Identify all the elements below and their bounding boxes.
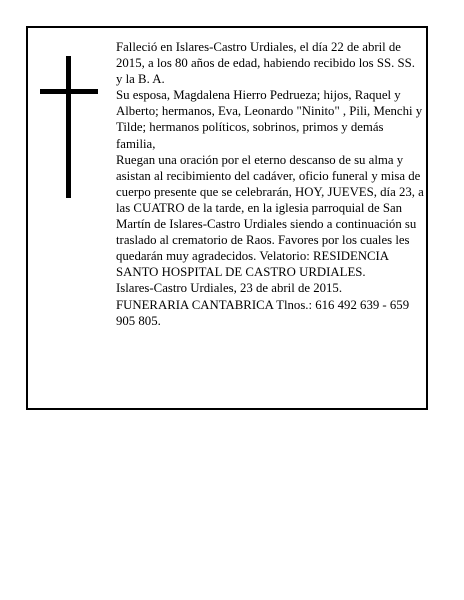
- cross-icon: [40, 56, 98, 198]
- funeral-home-contact: FUNERARIA CANTABRICA Tlnos.: 616 492 639 - 659 905 805.: [116, 297, 410, 328]
- obituary-notice: [26, 26, 428, 410]
- funeral-details: Ruegan una oración por el eterno descanso de su alma y asistan al recibimiento del cadáver, oficio funeral y misa de cuerpo presente que se celebrarán, HOY, JUEVES, día 23, a las CUATRO de la tarde, en la iglesia parroquial de San Martín de Islares-Castro Urdiales siendo a continuación su traslado al crematorio de Raos. Favores por los cuales les quedarán muy agradecidos. Velatorio: RESIDENCIA SANTO HOSPITAL DE CASTRO URDIALES.: [116, 152, 424, 280]
- death-announcement: Falleció en Islares-Castro Urdiales, el día 22 de abril de 2015, a los 80 años de edad, habiendo recibido los SS. SS. y la B. A.: [116, 40, 415, 87]
- place-and-date: Islares-Castro Urdiales, 23 de abril de 2015.: [116, 281, 343, 296]
- notice-text: [116, 39, 424, 329]
- cross-horizontal-bar: [40, 89, 98, 94]
- family-list: Su esposa, Magdalena Hierro Pedrueza; hijos, Raquel y Alberto; hermanos, Eva, Leonardo "Ninito" , Pili, Menchi y Tilde; hermanos políticos, sobrinos, primos y demás familia,: [116, 88, 423, 151]
- cross-vertical-bar: [66, 56, 71, 198]
